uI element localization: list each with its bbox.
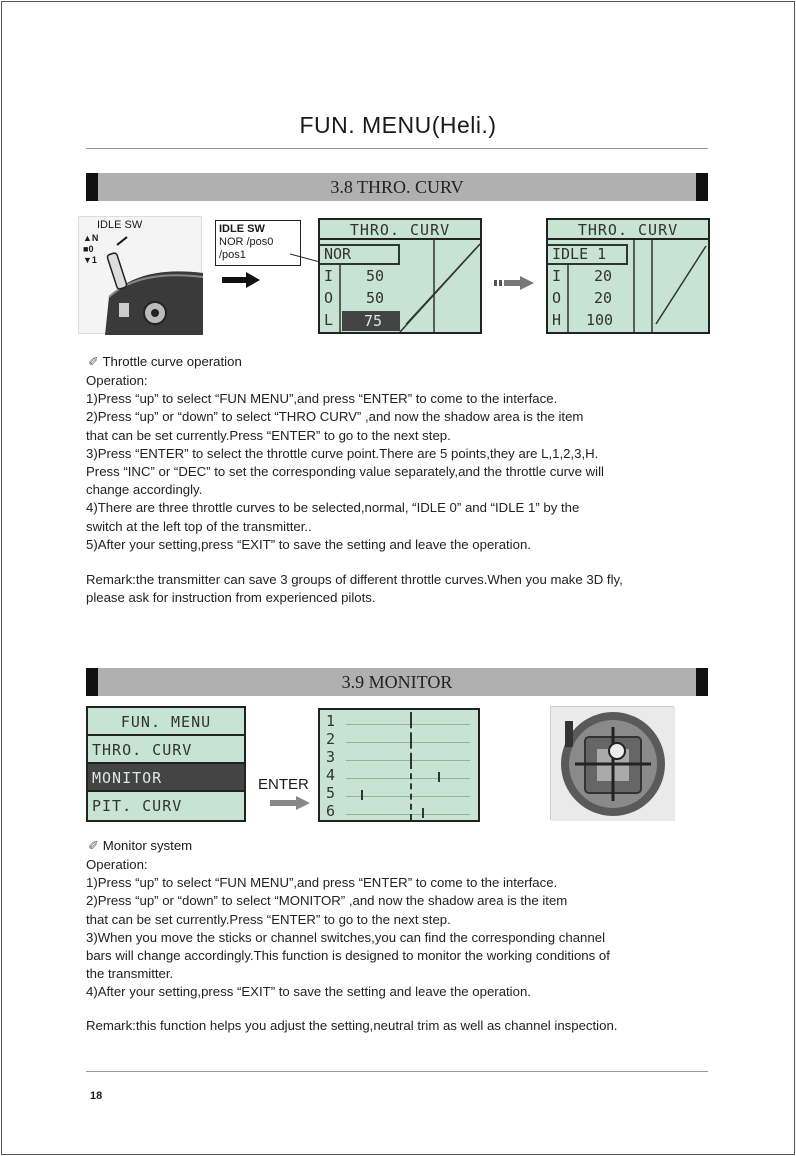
- channel-center-line: [410, 712, 412, 820]
- arrow-right-icon-3: [270, 796, 310, 810]
- lcd-row-o-value: 50: [366, 289, 385, 307]
- callout-pointer-icon: [290, 252, 320, 264]
- monitor-remark: Remark:this function helps you adjust the setting,neutral trim as well as channel inspection.: [86, 1018, 618, 1033]
- gimbal-stick-photo: [550, 706, 674, 820]
- arrow-right-icon: [222, 272, 260, 288]
- section-title-monitor: 3.9 MONITOR: [341, 672, 453, 692]
- arrow-right-icon-2: [494, 276, 534, 290]
- pencil-icon: ✐: [88, 838, 100, 853]
- lcd-mode: NOR: [320, 244, 400, 265]
- title-rule: [86, 148, 708, 149]
- channel-label: 2: [326, 730, 336, 748]
- lcd-row-l: L: [324, 311, 334, 329]
- channel-track: [346, 778, 470, 779]
- channel-label: 5: [326, 784, 336, 802]
- monitor-lcd: [318, 708, 480, 822]
- throcurv-remark: Remark:the transmitter can save 3 groups of different throttle curves.When you make 3D fly, please ask for instruction from experienced pilots.: [86, 572, 623, 606]
- channel-label: 6: [326, 802, 336, 820]
- channel-level-mark: [438, 772, 440, 782]
- lcd-header: THRO. CURV: [548, 220, 708, 240]
- page-number: 18: [90, 1090, 103, 1102]
- arrow-up-icon: ▲: [83, 233, 92, 243]
- switch-position-list: ▲N ■0 ▼1: [83, 233, 99, 265]
- channel-level-mark: [422, 808, 424, 818]
- monitor-heading-row: [88, 838, 192, 854]
- lcd-row-i: I: [324, 267, 334, 285]
- menu-item-pitcurv: PIT. CURV: [92, 797, 183, 815]
- square-icon: ■: [83, 244, 89, 254]
- channel-label: 1: [326, 712, 336, 730]
- channel-label: 4: [326, 766, 336, 784]
- page-title: FUN. MENU(Heli.): [299, 112, 497, 138]
- menu-item-monitor: MONITOR: [88, 764, 244, 792]
- throcurv-body: Operation: 1)Press “up” to select “FUN MENU”,and press “ENTER” to come to the interface. 2)Press “up” or “down” to select “THRO CURV” ,and now the shadow area is the item that can be set currently.Press “ENTER” to go to the next step. 3)Press “ENTER” to select the throttle curve point.There are 5 points,they are L,1,2,3,H. Press “INC” or “DEC” to set the corresponding value separately,and the throttle curve will change accordingly. 4)There are three throttle curves to be selected,normal, “IDLE 0” and “IDLE 1” by the switch at the left top of the transmitter.. 5)After your setting,press “EXIT” to save the setting and leave the operation.: [86, 373, 604, 552]
- channel-label: 3: [326, 748, 336, 766]
- lcd-row-l-value: 75: [342, 311, 400, 331]
- lcd-row-i: I: [552, 267, 562, 285]
- gimbal-icon: [551, 707, 675, 821]
- channel-track: [346, 796, 470, 797]
- lcd-row-i-value: 50: [366, 267, 385, 285]
- lcd-row-o-value: 20: [594, 289, 613, 307]
- channel-track: [346, 724, 470, 725]
- throttle-curve-graph: [320, 220, 480, 332]
- section-title-throcurv: 3.8 THRO. CURV: [330, 177, 464, 197]
- channel-track: [346, 742, 470, 743]
- section-bar-throcurv: [86, 173, 708, 201]
- pencil-icon: ✐: [88, 354, 100, 369]
- throcurv-lcd-idle1: [546, 218, 710, 334]
- throcurv-lcd-nor: [318, 218, 482, 334]
- monitor-body: Operation: 1)Press “up” to select “FUN MENU”,and press “ENTER” to come to the interface. 2)Press “up” or “down” to select “MONITOR” ,and now the shadow area is the item that can be set currently.Press “ENTER” to go to the next step. 3)When you move the sticks or channel switches,you can find the corresponding channel bars will change accordingly.This function is designed to monitor the working conditions of the transmitter. 4)After your setting,press “EXIT” to save the setting and leave the operation.: [86, 857, 610, 1000]
- transmitter-switch-figure: [78, 216, 202, 334]
- lcd-row-o: O: [324, 289, 334, 307]
- idle-sw-callout: IDLE SW NOR /pos0 /pos1: [215, 220, 301, 266]
- channel-track: [346, 814, 470, 815]
- monitor-heading: Monitor system: [102, 838, 193, 853]
- idle-sw-label: IDLE SW: [97, 219, 143, 231]
- throcurv-heading-row: [88, 354, 242, 370]
- channel-level-mark: [361, 790, 363, 800]
- footer-rule: [86, 1071, 708, 1072]
- lcd-row-i-value: 20: [594, 267, 613, 285]
- section-bar-monitor: [86, 668, 708, 696]
- fun-menu-lcd: [86, 706, 246, 822]
- menu-header: FUN. MENU: [88, 708, 244, 736]
- lcd-mode: IDLE 1: [548, 244, 628, 265]
- throcurv-heading: Throttle curve operation: [102, 354, 242, 369]
- arrow-down-icon: ▼: [83, 255, 92, 265]
- lcd-row-h-value: 100: [586, 311, 614, 329]
- enter-label: ENTER: [258, 776, 309, 793]
- channel-track: [346, 760, 470, 761]
- transmitter-body-icon: [79, 217, 203, 335]
- lcd-row-o: O: [552, 289, 562, 307]
- menu-item-throcurv: THRO. CURV: [88, 736, 244, 764]
- throttle-curve-graph-2: [548, 220, 708, 332]
- lcd-header: THRO. CURV: [320, 220, 480, 240]
- lcd-row-h: H: [552, 311, 562, 329]
